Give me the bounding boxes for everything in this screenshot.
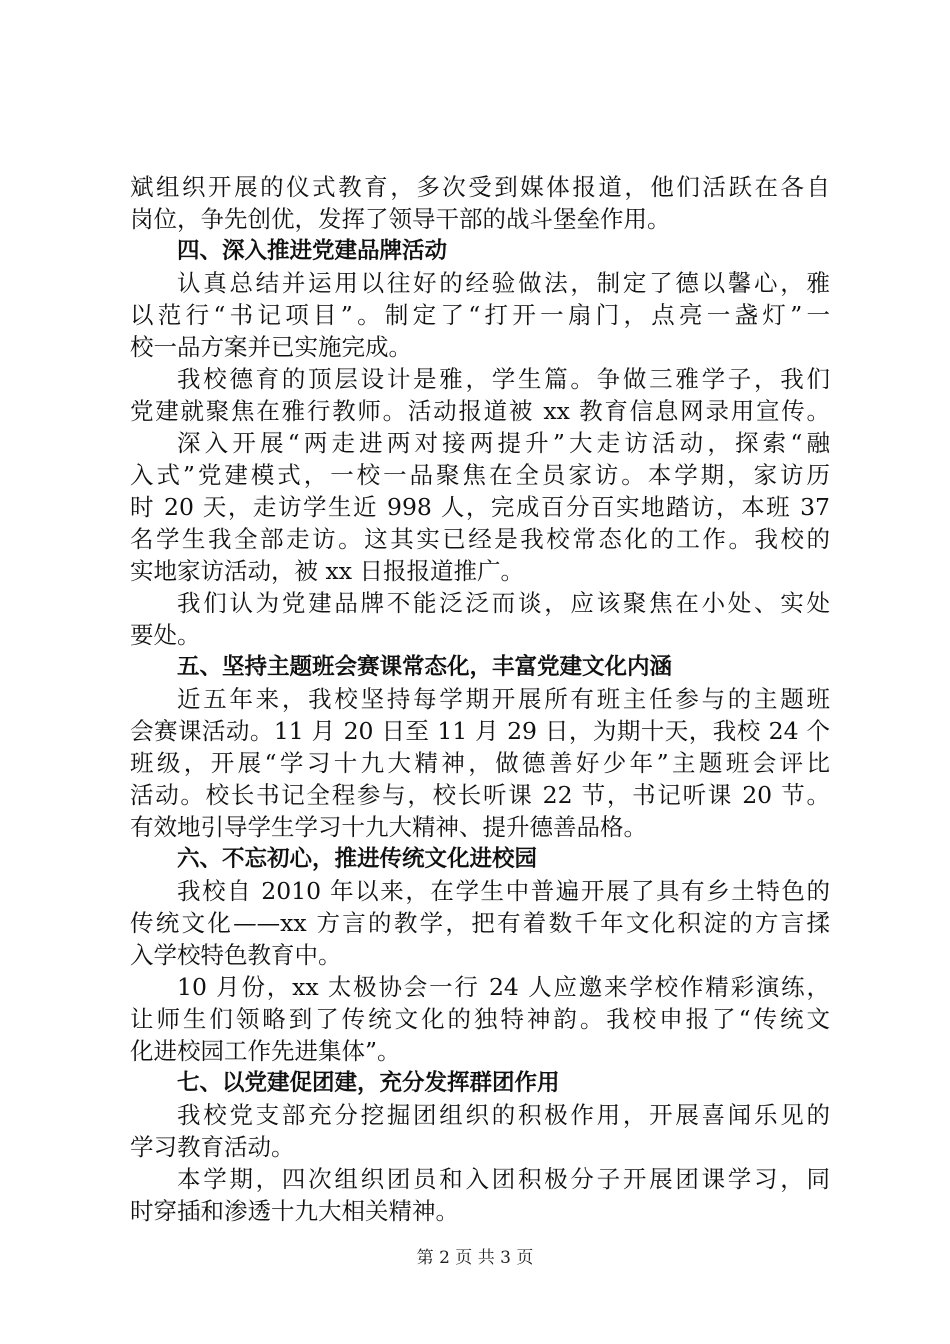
section-heading: 五、坚持主题班会赛课常态化，丰富党建文化内涵 <box>177 654 673 680</box>
body-text-line: 入学校特色教育中。 <box>130 941 342 969</box>
body-text-line: 以范行“书记项目”。制定了“打开一扇门，点亮一盏灯”一 <box>130 301 830 329</box>
document-body <box>130 171 830 1227</box>
body-text-line: 学习教育活动。 <box>130 1133 295 1161</box>
body-text-line: 我校自 2010 年以来，在学生中普遍开展了具有乡土特色的 <box>177 877 830 905</box>
body-text-line: 我校党支部充分挖掘团组织的积极作用，开展喜闻乐见的 <box>177 1101 830 1129</box>
section-heading: 四、深入推进党建品牌活动 <box>177 238 448 264</box>
body-text-line: 要处。 <box>130 621 201 649</box>
body-text-line: 会赛课活动。11 月 20 日至 11 月 29 日，为期十天，我校 24 个 <box>130 717 830 745</box>
body-text-line: 深入开展“两走进两对接两提升”大走访活动，探索“融 <box>177 429 830 457</box>
section-heading: 七、以党建促团建，充分发挥群团作用 <box>177 1070 560 1096</box>
body-text-line: 活动。校长书记全程参与，校长听课 22 节，书记听课 20 节。 <box>130 781 830 809</box>
body-text-line: 我们认为党建品牌不能泛泛而谈，应该聚焦在小处、实处 <box>177 589 830 617</box>
body-text-line: 传统文化——xx 方言的教学，把有着数千年文化积淀的方言揉 <box>130 909 830 937</box>
body-text-line: 实地家访活动，被 xx 日报报道推广。 <box>130 557 524 585</box>
body-text-line: 本学期，四次组织团员和入团积极分子开展团课学习，同 <box>177 1165 830 1193</box>
body-text-line: 名学生我全部走访。这其实已经是我校常态化的工作。我校的 <box>130 525 830 553</box>
body-text-line: 化进校园工作先进集体”。 <box>130 1037 401 1065</box>
body-text-line: 入式”党建模式，一校一品聚焦在全员家访。本学期，家访历 <box>130 461 830 489</box>
body-text-line: 让师生们领略到了传统文化的独特神韵。我校申报了“传统文 <box>130 1005 830 1033</box>
body-text-line: 校一品方案并已实施完成。 <box>130 333 412 361</box>
body-text-line: 认真总结并运用以往好的经验做法，制定了德以馨心，雅 <box>177 269 830 297</box>
body-text-line: 有效地引导学生学习十九大精神、提升德善品格。 <box>130 813 647 841</box>
body-text-line: 斌组织开展的仪式教育，多次受到媒体报道，他们活跃在各自 <box>130 173 830 201</box>
body-text-line: 岗位，争先创优，发挥了领导干部的战斗堡垒作用。 <box>130 205 671 233</box>
body-text-line: 我校德育的顶层设计是雅，学生篇。争做三雅学子，我们 <box>177 365 830 393</box>
body-text-line: 班级，开展“学习十九大精神，做德善好少年”主题班会评比 <box>130 749 830 777</box>
body-text-line: 时 20 天，走访学生近 998 人，完成百分百实地踏访，本班 37 <box>130 493 830 521</box>
body-text-line: 时穿插和渗透十九大相关精神。 <box>130 1197 459 1225</box>
page-footer: 第 2 页 共 3 页 <box>416 1248 534 1268</box>
section-heading: 六、不忘初心，推进传统文化进校园 <box>177 846 538 872</box>
body-text-line: 党建就聚焦在雅行教师。活动报道被 xx 教育信息网录用宣传。 <box>130 397 830 425</box>
body-text-line: 近五年来，我校坚持每学期开展所有班主任参与的主题班 <box>177 685 830 713</box>
body-text-line: 10 月份，xx 太极协会一行 24 人应邀来学校作精彩演练， <box>177 973 830 1001</box>
